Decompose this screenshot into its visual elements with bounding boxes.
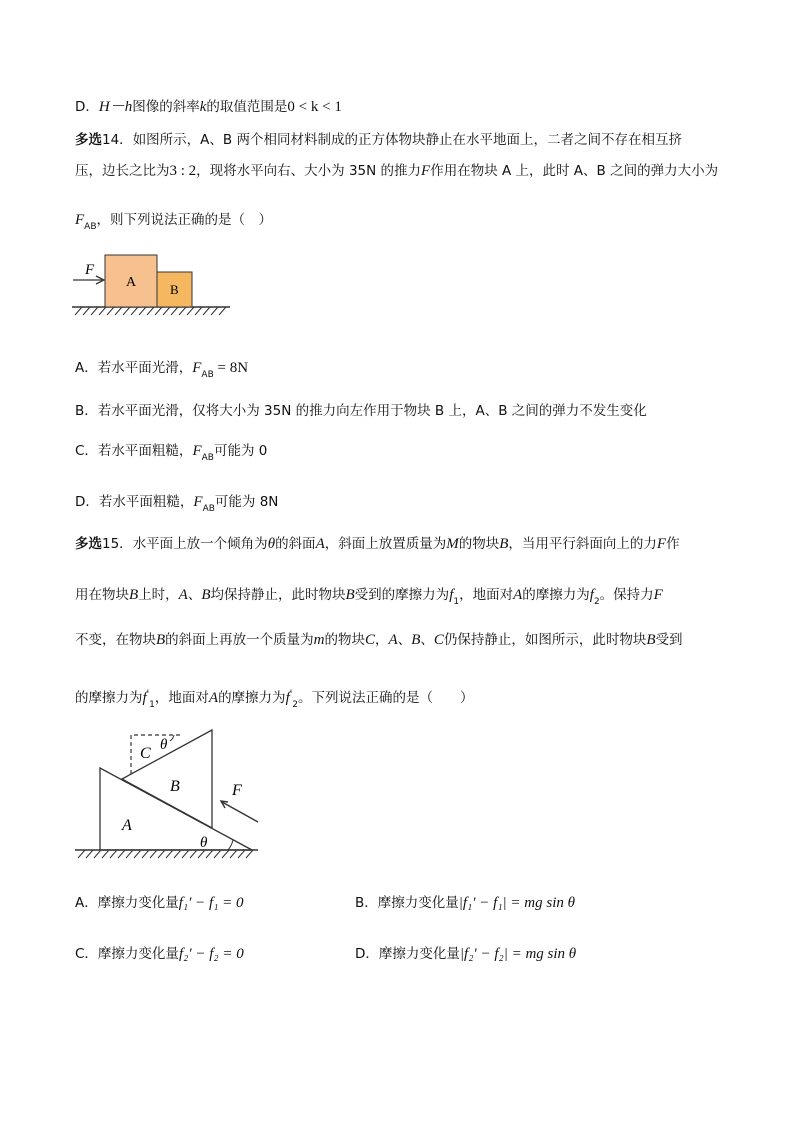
block-c-dashed [131,735,182,774]
q15-stem-line3: 不变，在物块B的斜面上再放一个质量为m的物块C，A、B、C仍保持静止，如图所示，此时物块B受到 [75,632,683,648]
block-b-label: B [170,282,179,297]
force-arrow-icon [221,801,258,822]
q13-option-d: D．H－h图像的斜率k的取值范围是0 < k < 1 [75,99,342,115]
q14-option-b: B．若水平面光滑，仅将大小为 35N 的推力向左作用于物块 B 上，A、B 之间的弹力不发生变化 [75,403,647,419]
theta-arc-top [170,735,174,741]
label-a: A [122,817,132,834]
q14-stem-line3: $F_{AB}$，则下列说法正确的是（ ） [75,212,273,232]
q15-option-c: C．摩擦力变化量f₂′ − f₂ = 0 [75,946,244,962]
q15-option-a: A．摩擦力变化量f₁′ − f₁ = 0 [75,895,244,911]
q15-option-b: B．摩擦力变化量|f₁′ − f₁| = mg sin θ [355,895,576,911]
q15-stem-line4: 的摩擦力为$f'_1$，地面对A的摩擦力为$f'_2$。下列说法正确的是（ ） [75,689,474,710]
q15-figure [70,725,270,865]
q14-stem-line2: 压，边长之比为3 : 2，现将水平向右、大小为 35N 的推力F作用在物块 A 上，此时 A、B 之间的弹力大小为 [75,163,719,179]
label-theta-top: θ [160,737,168,753]
q14-option-c: C．若水平面粗糙，$F_{AB}$可能为 0 [75,443,268,463]
theta-arc-bottom [228,840,233,850]
label-f: F [232,782,242,799]
q14-option-a: A．若水平面光滑，$F_{AB} = 8N$ [75,360,249,380]
q14-tag: 多选 [75,132,102,148]
label-theta-bottom: θ [200,835,208,851]
q15-stem-line2: 用在物块B上时，A、B均保持静止，此时物块B受到的摩擦力为$f_1$，地面对A的摩擦力为$f_2$。保持力F [75,587,663,607]
q15-option-d: D．摩擦力变化量|f₂′ − f₂| = mg sin θ [355,946,577,962]
ground-hatching [75,850,258,858]
ground-hatching [72,307,230,315]
q14-option-d: D．若水平面粗糙，$F_{AB}$可能为 8N [75,494,279,514]
block-a-label: A [126,275,137,290]
q15-stem-line1: 多选15．水平面上放一个倾角为θ的斜面A，斜面上放置质量为M的物块B，当用平行斜面向上的力F作 [75,536,680,552]
q14-figure [70,250,240,320]
label-b: B [170,778,180,795]
q14-stem-line1: 多选14．如图所示，A、B 两个相同材料制成的正方体物块静止在水平地面上，二者之间不存在相互挤 [75,132,682,148]
force-label: F [85,262,95,278]
label-c: C [140,745,151,762]
